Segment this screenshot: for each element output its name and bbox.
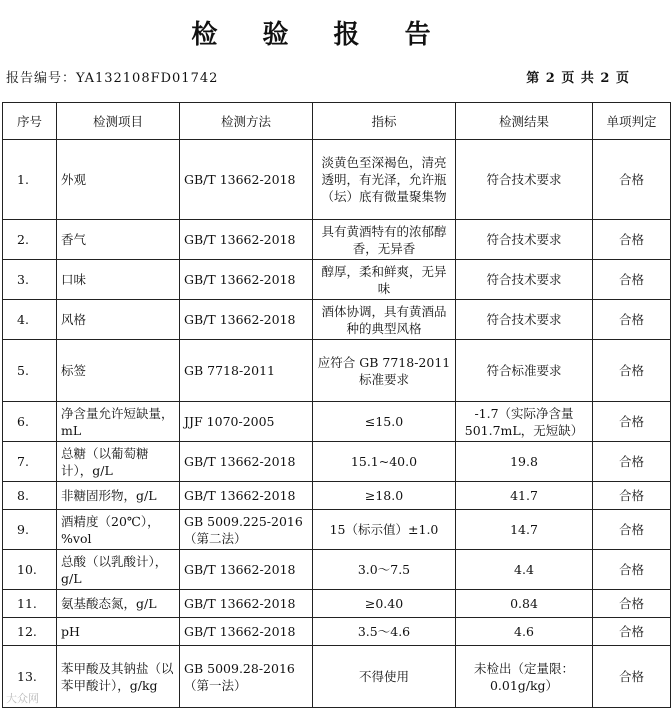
table-row xyxy=(3,482,671,510)
cell-seq: 12. xyxy=(3,618,57,646)
watermark-text: 大众网 xyxy=(6,692,39,705)
cell-spec: 应符合 GB 7718-2011 标准要求 xyxy=(313,340,456,402)
cell-result: 4.6 xyxy=(456,618,593,646)
cell-spec: 3.0～7.5 xyxy=(313,550,456,590)
cell-result: 14.7 xyxy=(456,510,593,550)
table-row xyxy=(3,646,671,708)
cell-method: GB/T 13662-2018 xyxy=(180,618,313,646)
table-row xyxy=(3,590,671,618)
cell-item: pH xyxy=(57,618,180,646)
table-row xyxy=(3,442,671,482)
cell-result: 0.84 xyxy=(456,590,593,618)
cell-spec: 不得使用 xyxy=(313,646,456,708)
cell-seq: 5. xyxy=(3,340,57,402)
cell-seq: 9. xyxy=(3,510,57,550)
cell-spec: 15.1~40.0 xyxy=(313,442,456,482)
cell-seq: 6. xyxy=(3,402,57,442)
cell-item: 风格 xyxy=(57,300,180,340)
cell-result: 未检出（定量限：0.01g/kg） xyxy=(456,646,593,708)
table-row xyxy=(3,300,671,340)
cell-seq: 8. xyxy=(3,482,57,510)
cell-item: 非糖固形物，g/L xyxy=(57,482,180,510)
cell-method: GB/T 13662-2018 xyxy=(180,220,313,260)
table-row xyxy=(3,550,671,590)
cell-judge: 合格 xyxy=(593,442,671,482)
cell-result: 符合技术要求 xyxy=(456,140,593,220)
table-row xyxy=(3,260,671,300)
cell-judge: 合格 xyxy=(593,590,671,618)
cell-method: JJF 1070-2005 xyxy=(180,402,313,442)
header-method: 检测方法 xyxy=(180,103,313,140)
table-row xyxy=(3,220,671,260)
cell-method: GB 5009.28-2016（第一法） xyxy=(180,646,313,708)
cell-seq: 4. xyxy=(3,300,57,340)
cell-judge: 合格 xyxy=(593,140,671,220)
cell-seq: 2. xyxy=(3,220,57,260)
header-spec: 指标 xyxy=(313,103,456,140)
report-title: 检 验 报 告 xyxy=(191,20,449,50)
page-info: 第 2 页 共 2 页 xyxy=(526,71,630,86)
cell-seq: 13. xyxy=(3,646,57,708)
cell-method: GB 7718-2011 xyxy=(180,340,313,402)
cell-method: GB/T 13662-2018 xyxy=(180,442,313,482)
cell-seq: 11. xyxy=(3,590,57,618)
header-item: 检测项目 xyxy=(57,103,180,140)
cell-spec: 醇厚，柔和鲜爽，无异味 xyxy=(313,260,456,300)
cell-judge: 合格 xyxy=(593,646,671,708)
cell-judge: 合格 xyxy=(593,550,671,590)
cell-result: 4.4 xyxy=(456,550,593,590)
table-row xyxy=(3,140,671,220)
cell-spec: ≤15.0 xyxy=(313,402,456,442)
cell-result: 符合技术要求 xyxy=(456,260,593,300)
cell-method: GB/T 13662-2018 xyxy=(180,550,313,590)
cell-spec: 淡黄色至深褐色，清亮透明，有光泽，允许瓶（坛）底有微量聚集物 xyxy=(313,140,456,220)
inspection-table xyxy=(2,102,671,708)
cell-item: 外观 xyxy=(57,140,180,220)
cell-item: 口味 xyxy=(57,260,180,300)
cell-judge: 合格 xyxy=(593,482,671,510)
table-row xyxy=(3,618,671,646)
cell-method: GB/T 13662-2018 xyxy=(180,140,313,220)
cell-method: GB/T 13662-2018 xyxy=(180,590,313,618)
cell-judge: 合格 xyxy=(593,300,671,340)
cell-judge: 合格 xyxy=(593,340,671,402)
cell-spec: 3.5～4.6 xyxy=(313,618,456,646)
cell-spec: 具有黄酒特有的浓郁醇香，无异香 xyxy=(313,220,456,260)
report-number: 报告编号：YA132108FD01742 xyxy=(6,71,219,86)
cell-seq: 1. xyxy=(3,140,57,220)
cell-item: 总酸（以乳酸计），g/L xyxy=(57,550,180,590)
cell-result: 符合技术要求 xyxy=(456,220,593,260)
table-row xyxy=(3,510,671,550)
cell-item: 标签 xyxy=(57,340,180,402)
cell-judge: 合格 xyxy=(593,220,671,260)
cell-item: 酒精度（20℃），%vol xyxy=(57,510,180,550)
header-seq: 序号 xyxy=(3,103,57,140)
cell-method: GB/T 13662-2018 xyxy=(180,482,313,510)
cell-item: 苯甲酸及其钠盐（以苯甲酸计），g/kg xyxy=(57,646,180,708)
cell-judge: 合格 xyxy=(593,402,671,442)
cell-result: -1.7（实际净含量501.7mL，无短缺） xyxy=(456,402,593,442)
cell-item: 总糖（以葡萄糖计），g/L xyxy=(57,442,180,482)
cell-result: 符合标准要求 xyxy=(456,340,593,402)
table-row xyxy=(3,402,671,442)
cell-seq: 7. xyxy=(3,442,57,482)
cell-method: GB 5009.225-2016（第二法） xyxy=(180,510,313,550)
cell-method: GB/T 13662-2018 xyxy=(180,300,313,340)
cell-spec: ≥0.40 xyxy=(313,590,456,618)
cell-seq: 3. xyxy=(3,260,57,300)
cell-spec: ≥18.0 xyxy=(313,482,456,510)
cell-seq: 10. xyxy=(3,550,57,590)
cell-judge: 合格 xyxy=(593,260,671,300)
cell-result: 19.8 xyxy=(456,442,593,482)
table-header-row xyxy=(3,103,671,140)
table-row xyxy=(3,340,671,402)
cell-item: 净含量允许短缺量，mL xyxy=(57,402,180,442)
cell-judge: 合格 xyxy=(593,618,671,646)
cell-result: 41.7 xyxy=(456,482,593,510)
cell-spec: 15（标示值）±1.0 xyxy=(313,510,456,550)
cell-item: 氨基酸态氮，g/L xyxy=(57,590,180,618)
header-result: 检测结果 xyxy=(456,103,593,140)
cell-spec: 酒体协调，具有黄酒品种的典型风格 xyxy=(313,300,456,340)
cell-judge: 合格 xyxy=(593,510,671,550)
cell-item: 香气 xyxy=(57,220,180,260)
table-body xyxy=(3,140,671,708)
header-judge: 单项判定 xyxy=(593,103,671,140)
cell-result: 符合技术要求 xyxy=(456,300,593,340)
cell-method: GB/T 13662-2018 xyxy=(180,260,313,300)
